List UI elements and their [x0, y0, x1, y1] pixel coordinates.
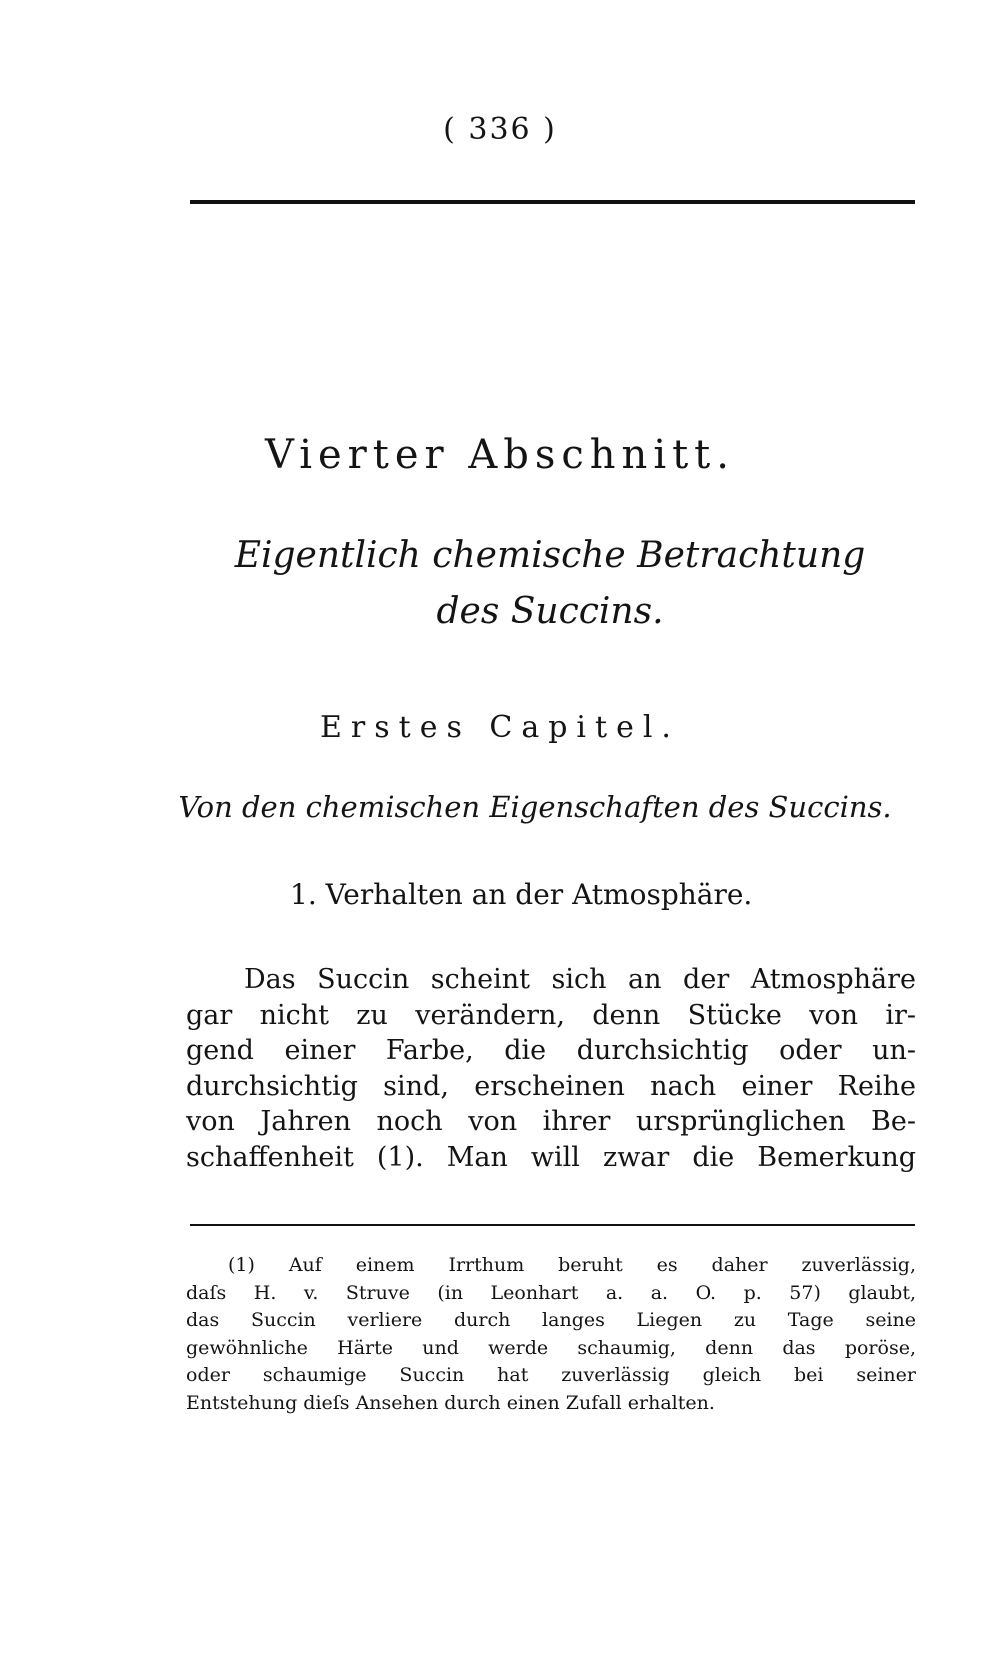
body-paragraph — [186, 962, 916, 1175]
body-line: schaffenheit (1). Man will zwar die Bemerkung — [186, 1141, 916, 1173]
page-number: ( 336 ) — [443, 112, 557, 147]
footnote-line: gewöhnliche Härte und werde schaumig, denn das poröse, — [186, 1336, 916, 1359]
chapter-heading: Erstes Capitel. — [320, 710, 680, 745]
section-subtitle: Eigentlich chemische Betrachtung des Succins. — [234, 535, 866, 632]
footnote-line: daſs H. v. Struve (in Leonhart a. a. O. p. 57) glaubt, — [186, 1281, 916, 1304]
body-line: von Jahren noch von ihrer ursprünglichen Be- — [186, 1106, 916, 1137]
subsection-heading: 1. Verhalten an der Atmosphäre. — [290, 878, 753, 911]
footnote-line: Entstehung dieſs Ansehen durch einen Zufall erhalten. — [186, 1391, 715, 1414]
header-rule — [190, 200, 915, 204]
footnote — [186, 1252, 916, 1417]
chapter-subtitle: Von den chemischen Eigenschaften des Succins. — [178, 790, 892, 824]
body-line: gar nicht zu verändern, denn Stücke von ir- — [186, 999, 916, 1031]
footnote-line: (1) Auf einem Irrthum beruht es daher zuverlässig, — [228, 1254, 916, 1276]
footnote-line: das Succin verliere durch langes Liegen zu Tage seine — [186, 1309, 916, 1331]
section-heading: Vierter Abschnitt. — [265, 432, 735, 478]
body-line: gend einer Farbe, die durchsichtig oder un- — [186, 1035, 916, 1066]
footnote-rule — [190, 1224, 915, 1226]
body-line: durchsichtig sind, erscheinen nach einer Reihe — [186, 1070, 916, 1102]
body-line: Das Succin scheint sich an der Atmosphäre — [244, 964, 916, 995]
footnote-line: oder schaumige Succin hat zuverlässig gleich bei seiner — [186, 1364, 916, 1386]
